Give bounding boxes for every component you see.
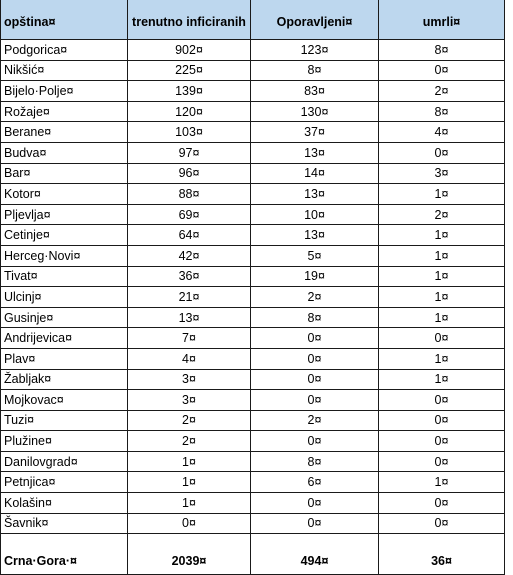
recovered-cell: 0¤	[251, 369, 379, 390]
municipality-cell: Berane¤	[1, 122, 128, 143]
died-cell: 0¤	[379, 410, 505, 431]
infected-cell: 3¤	[128, 390, 251, 411]
infected-cell: 42¤	[128, 245, 251, 266]
header-died: umrli¤	[379, 0, 505, 40]
died-cell: 1¤	[379, 369, 505, 390]
total-label: Crna·Gora·¤	[1, 534, 128, 575]
died-cell: 1¤	[379, 307, 505, 328]
table-row	[1, 513, 505, 534]
infected-cell: 120¤	[128, 101, 251, 122]
municipality-cell: Kolašin¤	[1, 493, 128, 514]
died-cell: 3¤	[379, 163, 505, 184]
table-row	[1, 142, 505, 163]
infected-cell: 96¤	[128, 163, 251, 184]
header-infected: trenutno inficiranih	[128, 0, 251, 40]
table-row	[1, 390, 505, 411]
municipality-cell: Mojkovac¤	[1, 390, 128, 411]
recovered-cell: 0¤	[251, 348, 379, 369]
died-cell: 0¤	[379, 493, 505, 514]
died-cell: 2¤	[379, 81, 505, 102]
municipality-cell: Nikšić¤	[1, 60, 128, 81]
infected-cell: 1¤	[128, 451, 251, 472]
recovered-cell: 0¤	[251, 513, 379, 534]
table-row	[1, 225, 505, 246]
total-row	[1, 534, 505, 575]
infected-cell: 4¤	[128, 348, 251, 369]
recovered-cell: 0¤	[251, 328, 379, 349]
infected-cell: 902¤	[128, 40, 251, 61]
died-cell: 0¤	[379, 451, 505, 472]
recovered-cell: 2¤	[251, 287, 379, 308]
recovered-cell: 2¤	[251, 410, 379, 431]
died-cell: 0¤	[379, 60, 505, 81]
infected-cell: 7¤	[128, 328, 251, 349]
table-row	[1, 328, 505, 349]
municipality-cell: Plav¤	[1, 348, 128, 369]
died-cell: 0¤	[379, 431, 505, 452]
table-row	[1, 451, 505, 472]
recovered-cell: 37¤	[251, 122, 379, 143]
died-cell: 1¤	[379, 287, 505, 308]
municipality-cell: Petnjica¤	[1, 472, 128, 493]
municipality-cell: Herceg·Novi¤	[1, 245, 128, 266]
table-row	[1, 184, 505, 205]
paragraph-marks	[507, 0, 513, 561]
died-cell: 1¤	[379, 184, 505, 205]
municipality-cell: Plužine¤	[1, 431, 128, 452]
recovered-cell: 0¤	[251, 431, 379, 452]
infected-cell: 36¤	[128, 266, 251, 287]
recovered-cell: 6¤	[251, 472, 379, 493]
recovered-cell: 14¤	[251, 163, 379, 184]
recovered-cell: 8¤	[251, 307, 379, 328]
recovered-cell: 5¤	[251, 245, 379, 266]
table-row	[1, 266, 505, 287]
municipality-cell: Pljevlja¤	[1, 204, 128, 225]
died-cell: 8¤	[379, 40, 505, 61]
infected-cell: 21¤	[128, 287, 251, 308]
municipality-cell: Cetinje¤	[1, 225, 128, 246]
infected-cell: 3¤	[128, 369, 251, 390]
recovered-cell: 0¤	[251, 493, 379, 514]
recovered-cell: 10¤	[251, 204, 379, 225]
table-row	[1, 245, 505, 266]
infected-cell: 69¤	[128, 204, 251, 225]
died-cell: 1¤	[379, 245, 505, 266]
recovered-cell: 130¤	[251, 101, 379, 122]
infected-cell: 2¤	[128, 410, 251, 431]
table-row	[1, 287, 505, 308]
died-cell: 1¤	[379, 348, 505, 369]
total-infected: 2039¤	[128, 534, 251, 575]
municipality-cell: Budva¤	[1, 142, 128, 163]
infected-cell: 225¤	[128, 60, 251, 81]
infected-cell: 1¤	[128, 472, 251, 493]
municipality-cell: Bijelo·Polje¤	[1, 81, 128, 102]
died-cell: 0¤	[379, 390, 505, 411]
table-row	[1, 60, 505, 81]
municipality-cell: Tuzi¤	[1, 410, 128, 431]
died-cell: 2¤	[379, 204, 505, 225]
table-row	[1, 472, 505, 493]
recovered-cell: 0¤	[251, 390, 379, 411]
recovered-cell: 13¤	[251, 142, 379, 163]
total-died: 36¤	[379, 534, 505, 575]
municipality-cell: Kotor¤	[1, 184, 128, 205]
municipality-cell: Rožaje¤	[1, 101, 128, 122]
municipality-cell: Bar¤	[1, 163, 128, 184]
table-body	[1, 40, 505, 575]
recovered-cell: 83¤	[251, 81, 379, 102]
recovered-cell: 13¤	[251, 184, 379, 205]
infected-cell: 1¤	[128, 493, 251, 514]
table-row	[1, 81, 505, 102]
municipality-cell: Andrijevica¤	[1, 328, 128, 349]
table-row	[1, 410, 505, 431]
table-row	[1, 163, 505, 184]
total-recovered: 494¤	[251, 534, 379, 575]
municipality-cell: Podgorica¤	[1, 40, 128, 61]
recovered-cell: 123¤	[251, 40, 379, 61]
municipality-cell: Šavnik¤	[1, 513, 128, 534]
infected-cell: 103¤	[128, 122, 251, 143]
died-cell: 4¤	[379, 122, 505, 143]
header-row	[1, 0, 505, 40]
infected-cell: 97¤	[128, 142, 251, 163]
recovered-cell: 8¤	[251, 60, 379, 81]
died-cell: 0¤	[379, 328, 505, 349]
table-row	[1, 307, 505, 328]
table-row	[1, 101, 505, 122]
died-cell: 8¤	[379, 101, 505, 122]
recovered-cell: 13¤	[251, 225, 379, 246]
header-municipality: opština¤	[1, 0, 128, 40]
municipality-cell: Danilovgrad¤	[1, 451, 128, 472]
municipality-cell: Žabljak¤	[1, 369, 128, 390]
infected-cell: 64¤	[128, 225, 251, 246]
died-cell: 1¤	[379, 472, 505, 493]
table-row	[1, 369, 505, 390]
table-row	[1, 431, 505, 452]
municipality-cell: Gusinje¤	[1, 307, 128, 328]
died-cell: 0¤	[379, 142, 505, 163]
infected-cell: 139¤	[128, 81, 251, 102]
table-row	[1, 122, 505, 143]
table-row	[1, 204, 505, 225]
infected-cell: 13¤	[128, 307, 251, 328]
municipality-cell: Tivat¤	[1, 266, 128, 287]
header-recovered: Oporavljeni¤	[251, 0, 379, 40]
infected-cell: 88¤	[128, 184, 251, 205]
infected-cell: 2¤	[128, 431, 251, 452]
municipality-cell: Ulcinj¤	[1, 287, 128, 308]
recovered-cell: 8¤	[251, 451, 379, 472]
died-cell: 1¤	[379, 266, 505, 287]
table-row	[1, 40, 505, 61]
table-row	[1, 348, 505, 369]
infected-cell: 0¤	[128, 513, 251, 534]
died-cell: 1¤	[379, 225, 505, 246]
table-row	[1, 493, 505, 514]
recovered-cell: 19¤	[251, 266, 379, 287]
died-cell: 0¤	[379, 513, 505, 534]
